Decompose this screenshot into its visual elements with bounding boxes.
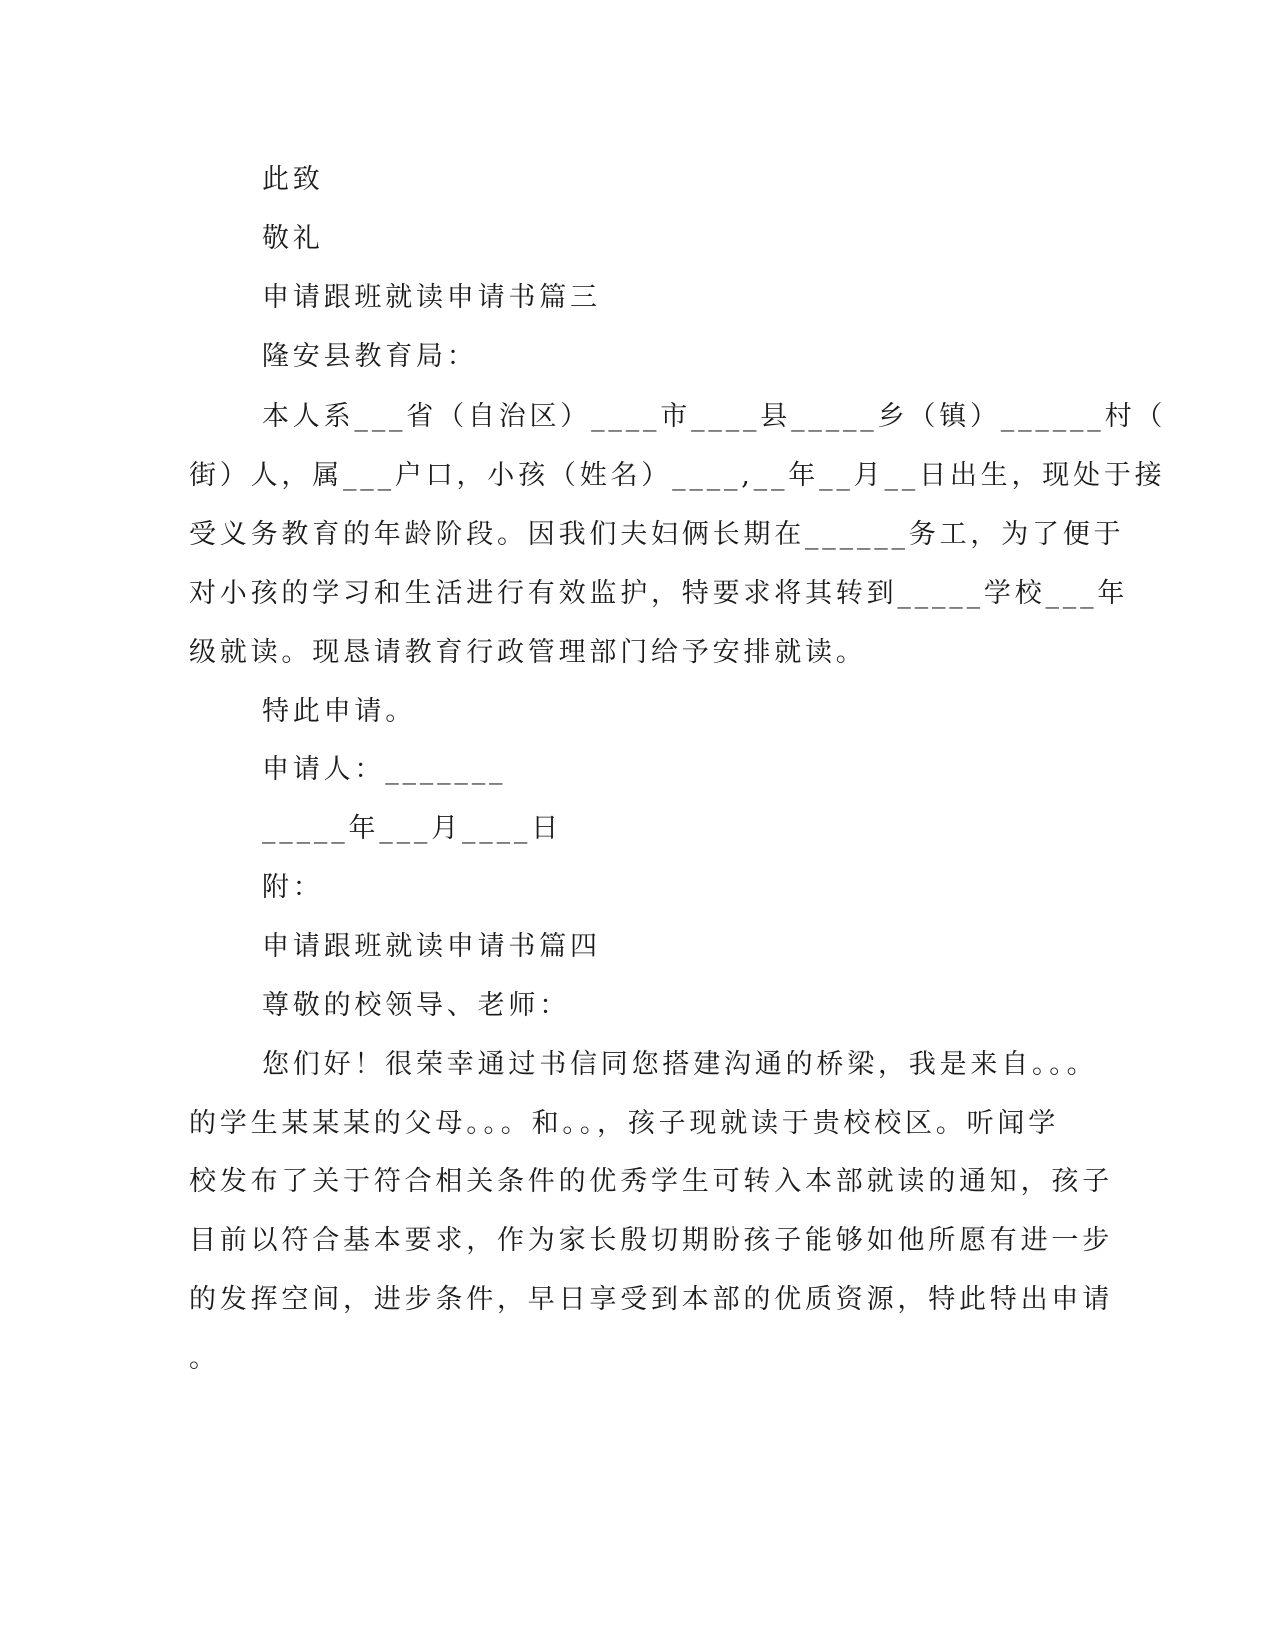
section-3-body-line: 对小孩的学习和生活进行有效监护，特要求将其转到_____学校___年	[189, 578, 1129, 609]
section-3-body-line: 级就读。现恳请教育行政管理部门给予安排就读。	[189, 637, 867, 668]
section-3-body-line: 街）人，属___户口，小孩（姓名）____,__年__月__日出生，现处于接	[189, 460, 1166, 491]
section-4-addressee: 尊敬的校领导、老师：	[262, 990, 570, 1021]
section-4-body-line: 校发布了关于符合相关条件的优秀学生可转入本部就读的通知，孩子	[189, 1166, 1113, 1197]
section-3-body-line: 本人系___省（自治区）____市____县_____乡（镇）______村（	[262, 401, 1167, 432]
section-4-body-line: 。	[189, 1343, 220, 1374]
section-3-date: _____年___月____日	[262, 813, 562, 844]
section-4-body-line: 目前以符合基本要求，作为家长殷切期盼孩子能够如他所愿有进一步	[189, 1225, 1113, 1256]
section-4-body-line: 您们好！很荣幸通过书信同您搭建沟通的桥梁，我是来自。。。	[262, 1049, 1098, 1080]
section-4-title: 申请跟班就读申请书篇四	[262, 931, 601, 962]
section-3-closing-text: 特此申请。	[262, 696, 416, 727]
section-3-body-line: 受义务教育的年龄阶段。因我们夫妇俩长期在______务工，为了便于	[189, 519, 1125, 550]
closing-ci-zhi: 此致	[262, 164, 324, 195]
section-3-attachment: 附：	[262, 872, 324, 903]
section-3-title: 申请跟班就读申请书篇三	[262, 282, 601, 313]
section-3-applicant: 申请人：_______	[262, 754, 507, 785]
closing-jing-li: 敬礼	[262, 223, 324, 254]
section-4-body-line: 的发挥空间，进步条件，早日享受到本部的优质资源，特此特出申请	[189, 1284, 1113, 1315]
section-3-addressee: 隆安县教育局：	[262, 341, 478, 372]
section-4-body-line: 的学生某某某的父母。。。和。。，孩子现就读于贵校校区。听闻学	[189, 1108, 1059, 1139]
